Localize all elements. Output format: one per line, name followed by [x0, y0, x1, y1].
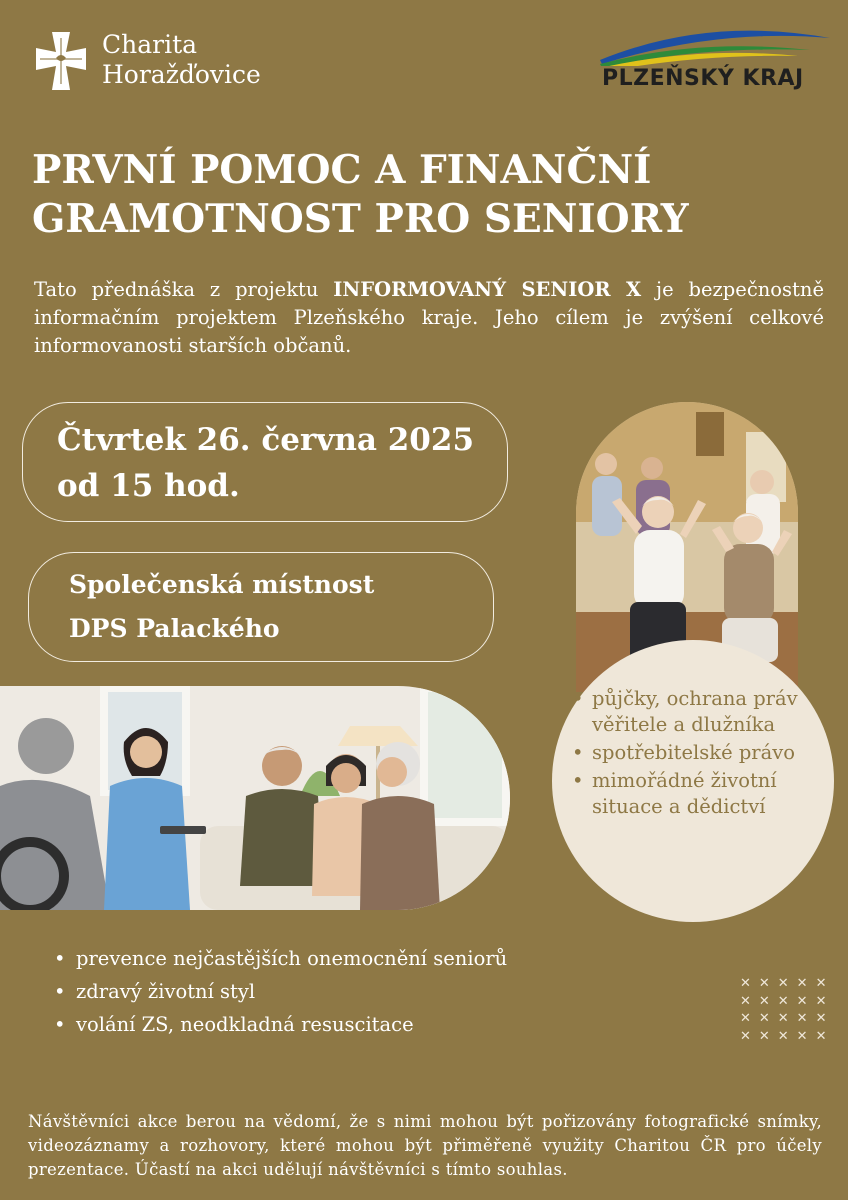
date-box — [22, 402, 508, 522]
list-item: • mimořádné životní situace a dědictví — [570, 768, 820, 820]
list-item: • prevence nejčastějších onemocnění seniorů — [54, 942, 507, 975]
intro-text-before: Tato přednáška z projektu — [34, 278, 334, 301]
event-place-line2: DPS Palackého — [69, 614, 280, 643]
kraj-swoosh-icon — [598, 20, 834, 66]
plzensky-kraj-logo — [598, 20, 834, 100]
kraj-name: PLZEŇSKÝ KRAJ — [602, 66, 804, 91]
title-line2: GRAMOTNOST PRO SENIORY — [32, 196, 689, 242]
charita-cross-icon — [30, 30, 92, 92]
list-item: • půjčky, ochrana práv věřitele a dlužníka — [570, 686, 820, 738]
event-place-line1: Společenská místnost — [69, 570, 375, 599]
place-box — [28, 552, 494, 662]
topics-circle — [552, 640, 834, 922]
list-item: • spotřebitelské právo — [570, 740, 820, 766]
nurse-with-seniors-photo — [0, 686, 510, 910]
charita-name-line2: Horažďovice — [102, 60, 261, 89]
intro-project-name: INFORMOVANÝ SENIOR X — [333, 278, 642, 301]
charita-name-line1: Charita — [102, 30, 198, 59]
list-item: • volání ZS, neodkladná resuscitace — [54, 1008, 507, 1041]
intro-text-after: je bezpečnostně informačním projektem Plzeňského kraje. Jeho cílem je zvýšení celkové informovanosti starších občanů. — [34, 278, 824, 357]
event-date — [57, 417, 474, 509]
x-pattern-decoration: ✕✕✕✕✕ ✕✕✕✕✕ ✕✕✕✕✕ ✕✕✕✕✕ — [740, 976, 835, 1044]
health-topics-list — [54, 942, 507, 1041]
financial-topics-list — [570, 686, 820, 822]
charita-logo — [30, 28, 300, 98]
event-date-line2: od 15 hod. — [57, 468, 240, 504]
event-place — [69, 563, 374, 651]
event-date-line1: Čtvrtek 26. června 2025 — [57, 422, 475, 458]
page-title — [32, 146, 822, 244]
title-line1: PRVNÍ POMOC A FINANČNÍ — [32, 147, 652, 193]
consent-notice: Návštěvníci akce berou na vědomí, že s nimi mohou být pořizovány fotografické snímky, videozáznamy a rozhovory, které mohou být přiměřeně využity Charitou ČR pro účely prezentace. Účastí na akci udělují návštěvníci s tímto souhlas. — [28, 1112, 822, 1179]
intro-paragraph — [34, 276, 824, 360]
list-item: • zdravý životní styl — [54, 975, 507, 1008]
charita-name — [102, 30, 261, 90]
